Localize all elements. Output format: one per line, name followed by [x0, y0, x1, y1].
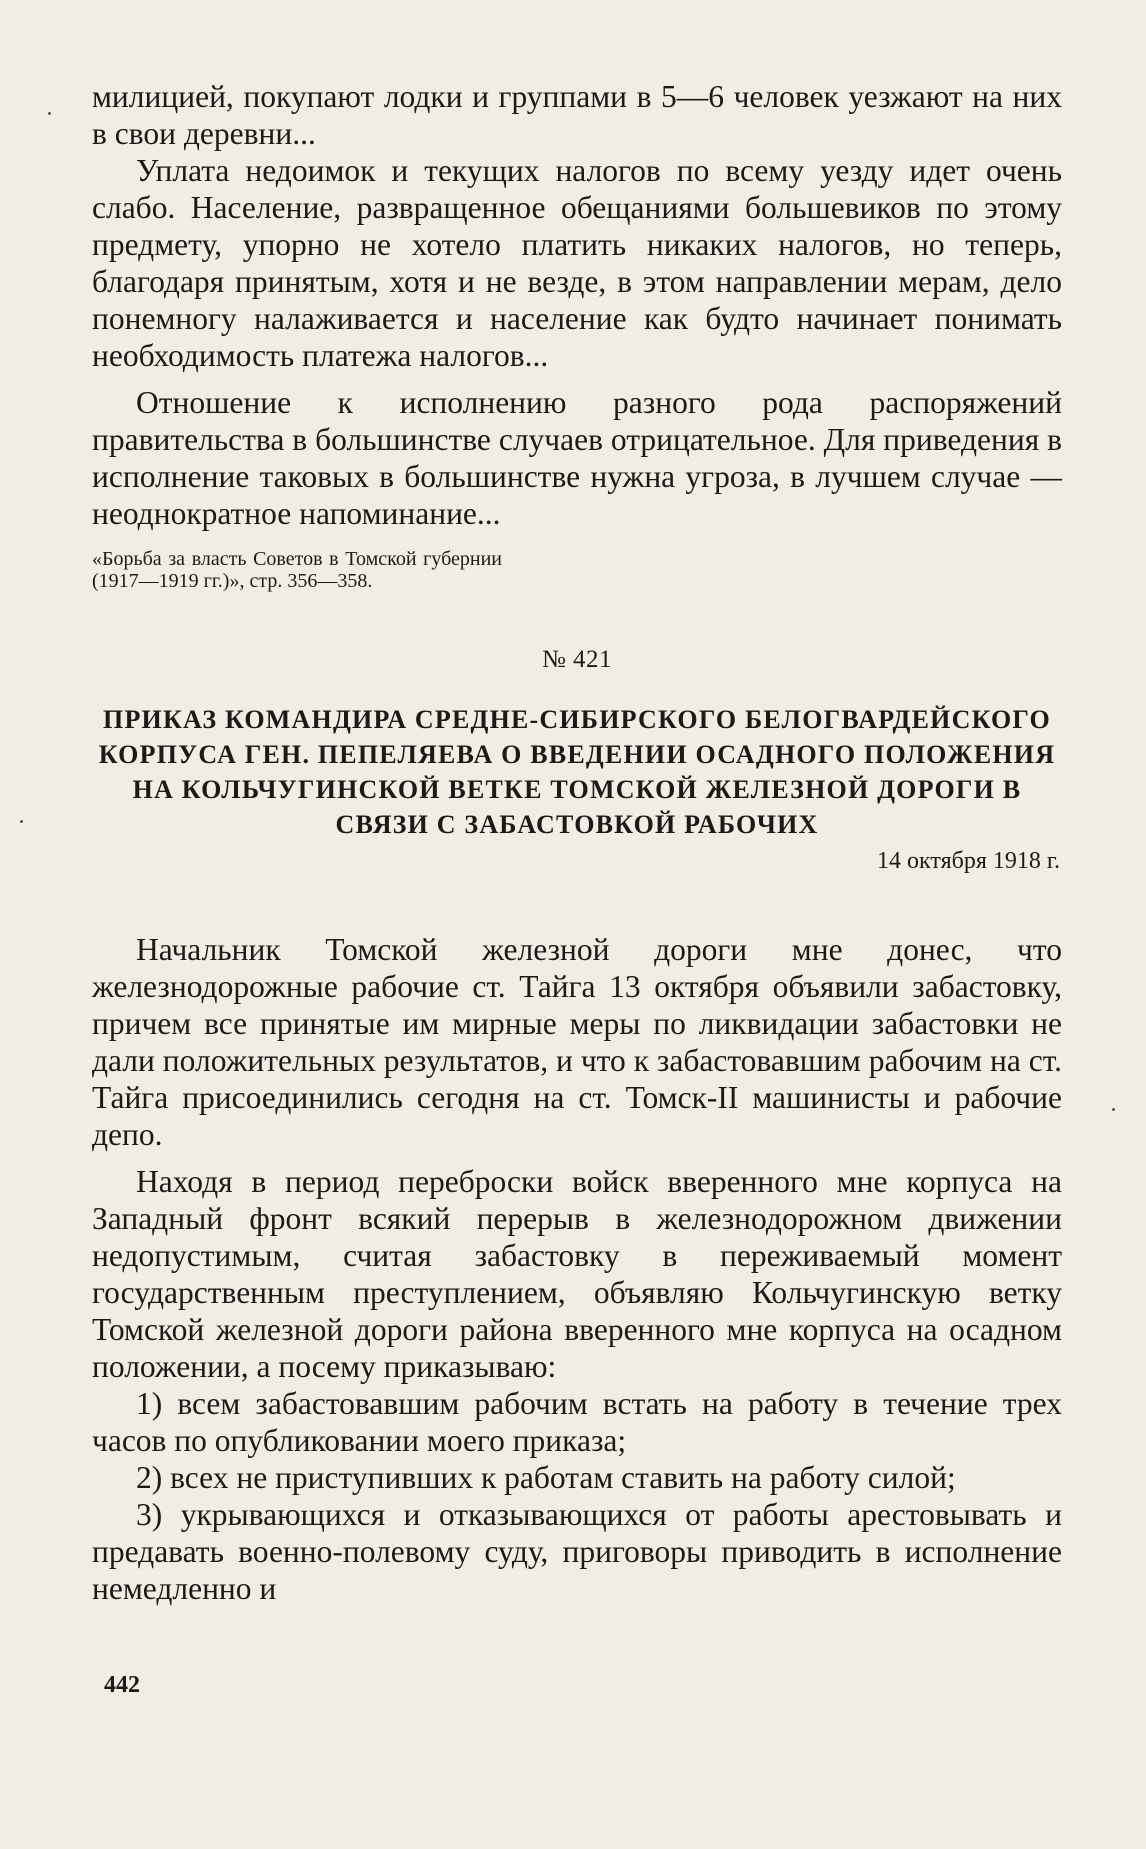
list-item: 3) укрывающихся и отказывающихся от работы арестовывать и предавать военно-полевому суду, приговоры приводить в исполнение немедленно и [92, 1497, 1062, 1606]
paragraph: милицией, покупают лодки и группами в 5—6 человек уезжают на них в свои деревни... [92, 79, 1062, 151]
document-body [92, 931, 1062, 1607]
document-date: 14 октября 1918 г. [877, 848, 1060, 874]
paragraph: Уплата недоимок и текущих налогов по всему уезду идет очень слабо. Население, развращенное обещаниями большевиков по этому предмету, упорно не хотело платить никаких налогов, но теперь, благодаря принятым, хотя и не везде, в этом направлении мерам, дело понемногу налаживается и население как будто начинает понимать необходимость платежа налогов... [92, 153, 1062, 373]
book-page [92, 78, 1062, 1818]
paragraph: Отношение к исполнению разного рода распоряжений правительства в большинстве случаев отрицательное. Для приведения в исполнение таковых в большинстве нужна угроза, в лучшем случае — неоднократное напоминание... [92, 385, 1062, 531]
page-number: 442 [104, 1672, 140, 1698]
document-section [92, 646, 1062, 1607]
source-citation: «Борьба за власть Советов в Томской губернии (1917—1919 гг.)», стр. 356—358. [92, 548, 502, 592]
paragraph: Находя в период переброски войск вверенного мне корпуса на Западный фронт всякий перерыв в железнодорожном движении недопустимым, считая забастовку в переживаемый момент государственным преступлением, объявляю Кольчугинскую ветку Томской железной дороги района вверенного мне корпуса на осадном положении, а посему приказываю: [92, 1164, 1062, 1384]
document-title: ПРИКАЗ КОМАНДИРА СРЕДНЕ-СИБИРСКОГО БЕЛОГВАРДЕЙСКОГО КОРПУСА ГЕН. ПЕПЕЛЯЕВА О ВВЕДЕНИИ ОСАДНОГО ПОЛОЖЕНИЯ НА КОЛЬЧУГИНСКОЙ ВЕТКЕ ТОМСКОЙ ЖЕЛЕЗНОЙ ДОРОГИ В СВЯЗИ С ЗАБАСТОВКОЙ РАБОЧИХ [98, 705, 1056, 839]
top-section [92, 78, 1062, 592]
document-number: № 421 [541, 646, 613, 673]
paragraph: Начальник Томской железной дороги мне донес, что железнодорожные рабочие ст. Тайга 13 октября объявили забастовку, причем все принятые им мирные меры по ликвидации забастовки не дали положительных результатов, и что к забастовавшим рабочим на ст. Тайга присоединились сегодня на ст. Томск-II машинисты и рабочие депо. [92, 932, 1062, 1152]
list-item: 2) всех не приступивших к работам ставить на работу силой; [136, 1460, 956, 1495]
list-item: 1) всем забастовавшим рабочим встать на работу в течение трех часов по опубликовании моего приказа; [92, 1386, 1062, 1458]
